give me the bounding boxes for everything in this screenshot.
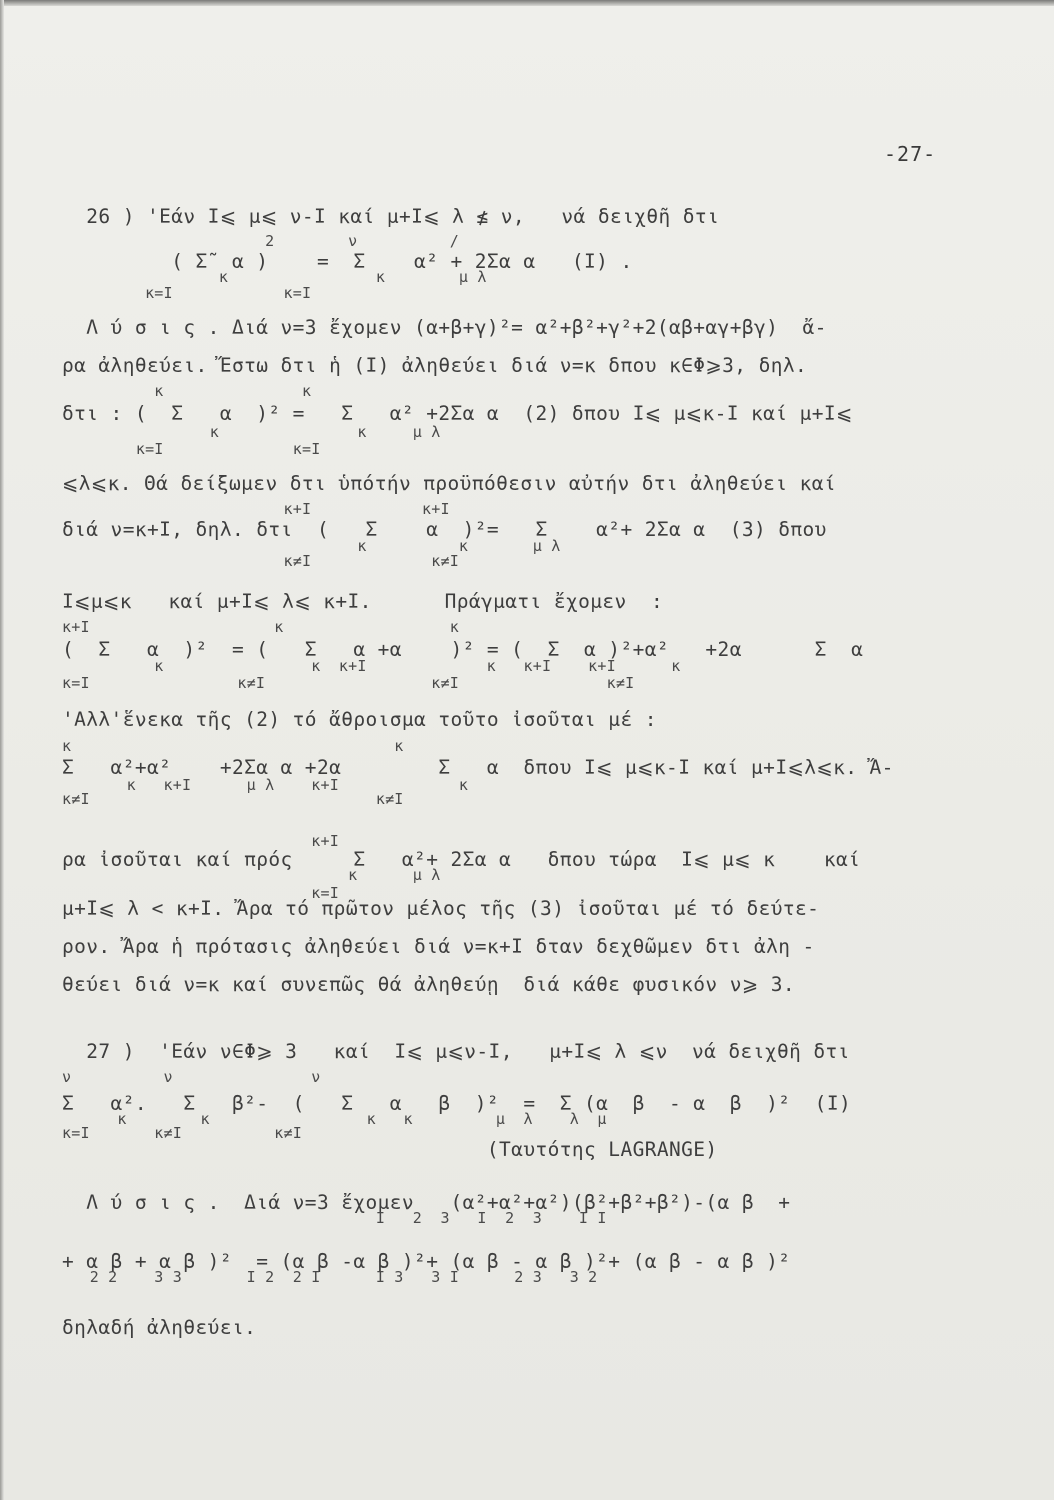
text-line: κ+Ι (62, 832, 339, 850)
text-line: Σ α². Σ β²- ( Σ α β )² = Σ (α β - α β )² (Ι) (62, 1092, 852, 1115)
text-line: κ κ μ λ (62, 268, 487, 286)
text-line: Ι⩽μ⩽κ καί μ+Ι⩽ λ⩽ κ+Ι. Πράγματι ἔχομεν : (62, 590, 664, 613)
text-line: + α β + α β )² = (α β -α β )²+ (α β - α β )²+ (α β - α β )² (62, 1250, 791, 1273)
text-line: κ=Ι (62, 884, 339, 902)
text-line: θεύει διά ν=κ καί συνεπῶς θά ἀληθεύῃ διά κάθε φυσικόν ν⩾ 3. (62, 973, 795, 996)
text-line: κ κ μ λ (62, 423, 441, 441)
text-line: Λ ύ σ ι ς . Διά ν=3 ἔχομεν (α+β+γ)²= α²+β²+γ²+2(αβ+αγ+βγ) ἄ- (62, 316, 827, 339)
text-line: 2 ν / (62, 232, 459, 250)
text-line: ρον. Ἄρα ἡ πρότασις ἀληθεύει διά ν=κ+Ι δταν δεχθῶμεν δτι ἀλη - (62, 935, 815, 958)
text-line: ( Σ̃ α ) = Σ α² + 2Σα α (Ι) . (62, 250, 633, 273)
text-line: 2 2 3 3 Ι 2 2 Ι Ι 3 3 Ι 2 3 3 2 (62, 1268, 598, 1286)
text-line: κ+Ι κ+Ι (62, 500, 450, 518)
text-line: Σ α²+α² +2Σα α +2α Σ α δπου Ι⩽ μ⩽κ-Ι καί μ+Ι⩽λ⩽κ. Ἄ- (62, 756, 894, 779)
text-line: κ κ (62, 737, 404, 755)
scan-edge-left (0, 0, 4, 1500)
text-line: κ=Ι κ≠Ι κ≠Ι (62, 1124, 302, 1142)
text-line: 'Αλλ'ἕνεκα τῆς (2) τό ἄθροισμα τοῦτο ἰσοῦται μέ : (62, 708, 657, 731)
text-line: κ=Ι κ=Ι (62, 284, 312, 302)
text-line: ⩽λ⩽κ. Θά δείξωμεν δτι ὑπότήν προϋπόθεσιν αὐτήν δτι ἀληθεύει καί (62, 472, 837, 495)
text-line: ( Σ α )² = ( Σ α +α )² = ( Σ α )²+α² +2α Σ α (62, 638, 864, 661)
text-line: ν ν ν (62, 1068, 321, 1086)
text-line: κ=Ι κ=Ι (62, 440, 321, 458)
page-number: -27- (884, 142, 937, 166)
text-line: 27 ) 'Εάν ν∈Φ⩾ 3 καί Ι⩽ μ⩽ν-Ι, μ+Ι⩽ λ ⩽ν νά δειχθῆ δτι (62, 1040, 850, 1063)
text-line: ρα ἀληθεύει. Ἔστω δτι ἡ (Ι) ἀληθεύει διά ν=κ δπου κ∈Φ⩾3, δηλ. (62, 354, 808, 377)
text-line: κ κ κ κ μ λ λ μ (62, 1110, 607, 1128)
text-line: κ μ λ (62, 866, 441, 884)
text-line: (Ταυτότης LAGRANGE) (62, 1138, 718, 1161)
text-line: ρα ἰσοῦται καί πρός Σ α²+ 2Σα α δπου τώρα Ι⩽ μ⩽ κ καί (62, 848, 861, 871)
text-line: κ=Ι κ≠Ι κ≠Ι κ≠Ι (62, 674, 635, 692)
scan-edge-top (0, 0, 1054, 6)
text-line: μ+Ι⩽ λ < κ+Ι. Ἄρα τό πρῶτον μέλος τῆς (3) ἰσοῦται μέ τό δεύτε- (62, 897, 820, 920)
text-line: δτι : ( Σ α )² = Σ α² +2Σα α (2) δπου Ι⩽ μ⩽κ-Ι καί μ+Ι⩽ (62, 402, 853, 425)
text-line: κ+Ι κ κ (62, 618, 459, 636)
text-line: κ κ κ+Ι κ κ+Ι κ+Ι κ (62, 657, 681, 675)
text-line: κ κ μ λ (62, 537, 561, 555)
text-line: κ≠Ι κ≠Ι (62, 790, 404, 808)
text-line: κ κ+Ι μ λ κ+Ι κ (62, 776, 469, 794)
text-line: Ι 2 3 Ι 2 3 Ι Ι (62, 1209, 607, 1227)
text-line: Λ ύ σ ι ς . Διά ν=3 ἔχομεν (α²+α²+α²)(β²+β²+β²)-(α β + (62, 1191, 791, 1214)
text-line: διά ν=κ+Ι, δηλ. δτι ( Σ α )²= Σ α²+ 2Σα α (3) δπου (62, 518, 827, 541)
text-line: 26 ) 'Εάν Ι⩽ μ⩽ ν-Ι καί μ+Ι⩽ λ ≰ ν, νά δειχθῆ δτι (62, 205, 720, 228)
text-line: δηλαδή ἀληθεύει. (62, 1316, 257, 1339)
text-line: κ κ (62, 382, 312, 400)
text-line: κ≠Ι κ≠Ι (62, 552, 459, 570)
